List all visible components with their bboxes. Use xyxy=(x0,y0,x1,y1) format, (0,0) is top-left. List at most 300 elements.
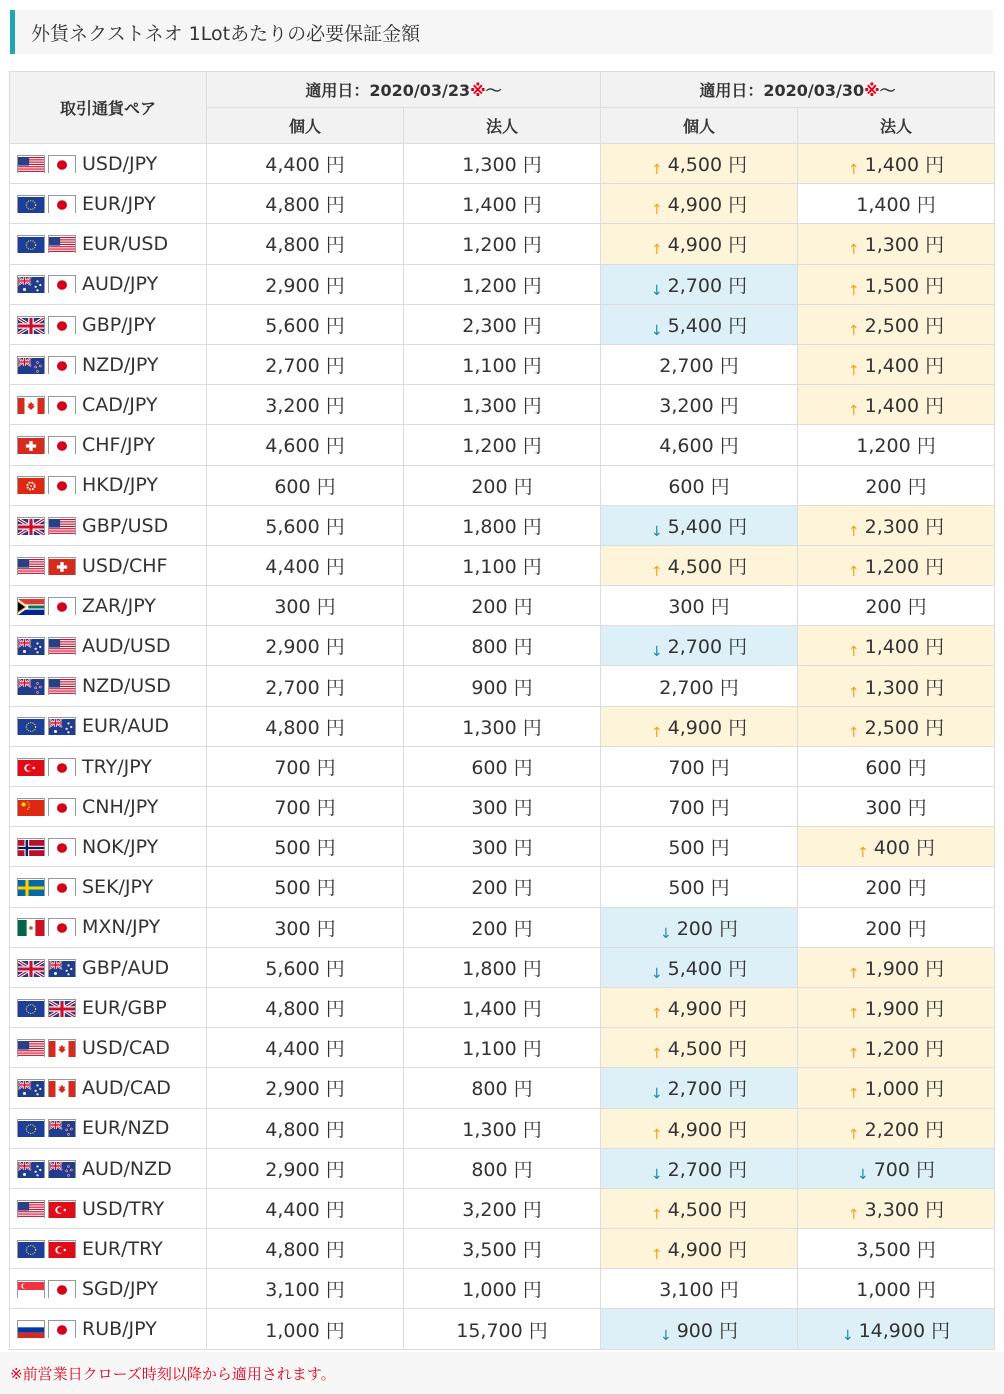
margin-cell: ↑ 4,500 円 xyxy=(601,1028,798,1068)
arrow-up-icon: ↑ xyxy=(650,202,663,219)
margin-cell: ↓ 2,700 円 xyxy=(601,1068,798,1108)
table-body xyxy=(10,144,995,1350)
flag-us-icon xyxy=(17,1200,45,1218)
pair-label: USD/CHF xyxy=(82,554,168,577)
pair-cell xyxy=(10,1028,207,1068)
flag-eu-icon xyxy=(17,235,45,253)
pair-label: TRY/JPY xyxy=(82,755,152,778)
arrow-down-icon: ↓ xyxy=(650,282,663,299)
margin-cell: 4,800 円 xyxy=(207,1229,404,1269)
margin-cell: 200 円 xyxy=(404,465,601,505)
flag-sg-icon xyxy=(17,1280,45,1298)
arrow-up-icon: ↑ xyxy=(847,282,860,299)
flag-us-icon xyxy=(17,557,45,575)
margin-cell: 500 円 xyxy=(601,827,798,867)
arrow-up-icon: ↑ xyxy=(650,724,663,741)
pair-label: EUR/NZD xyxy=(82,1117,170,1140)
table-row xyxy=(10,1188,995,1228)
margin-cell: ↑ 4,500 円 xyxy=(601,144,798,184)
pair-cell xyxy=(10,666,207,706)
table-row xyxy=(10,425,995,465)
arrow-up-icon: ↑ xyxy=(650,1247,663,1264)
margin-cell: 1,400 円 xyxy=(404,184,601,224)
margin-cell: ↓ 14,900 円 xyxy=(798,1309,995,1349)
flag-eu-icon xyxy=(17,1240,45,1258)
margin-cell: 800 円 xyxy=(404,1148,601,1188)
table-row xyxy=(10,626,995,666)
arrow-up-icon: ↑ xyxy=(847,1206,860,1223)
pair-cell xyxy=(10,184,207,224)
flag-ch-icon xyxy=(48,557,76,575)
pair-label: AUD/JPY xyxy=(82,273,159,296)
margin-cell: ↑ 1,200 円 xyxy=(798,1028,995,1068)
margin-cell: 3,100 円 xyxy=(207,1269,404,1309)
flag-gb-icon xyxy=(17,959,45,977)
pair-label: SGD/JPY xyxy=(82,1278,159,1301)
margin-cell: ↑ 2,200 円 xyxy=(798,1108,995,1148)
table-row xyxy=(10,907,995,947)
arrow-up-icon: ↑ xyxy=(650,563,663,580)
flag-au-icon xyxy=(17,637,45,655)
header-individual: 個人 xyxy=(207,108,404,144)
arrow-up-icon: ↑ xyxy=(650,162,663,179)
arrow-down-icon: ↓ xyxy=(650,523,663,540)
table-row xyxy=(10,184,995,224)
margin-cell: ↑ 4,500 円 xyxy=(601,545,798,585)
margin-cell: 3,500 円 xyxy=(798,1229,995,1269)
margin-cell: 1,400 円 xyxy=(404,987,601,1027)
pair-cell xyxy=(10,787,207,827)
pair-cell xyxy=(10,264,207,304)
arrow-up-icon: ↑ xyxy=(847,1006,860,1023)
pair-label: SEK/JPY xyxy=(82,876,154,899)
margin-cell: 700 円 xyxy=(601,746,798,786)
table-row xyxy=(10,1068,995,1108)
pair-cell xyxy=(10,144,207,184)
header-pair: 取引通貨ペア xyxy=(10,72,207,144)
flag-jp-icon xyxy=(48,275,76,293)
margin-cell: ↓ 900 円 xyxy=(601,1309,798,1349)
margin-cell: 1,200 円 xyxy=(798,425,995,465)
margin-cell: 500 円 xyxy=(601,867,798,907)
margin-cell: 2,700 円 xyxy=(601,666,798,706)
margin-cell: 2,300 円 xyxy=(404,304,601,344)
table-row xyxy=(10,344,995,384)
margin-cell: 3,200 円 xyxy=(404,1188,601,1228)
flag-cn-icon xyxy=(17,798,45,816)
header-period-2: 適用日：2020/03/30※〜 xyxy=(601,72,995,108)
table-row xyxy=(10,947,995,987)
pair-label: RUB/JPY xyxy=(82,1318,157,1341)
pair-cell xyxy=(10,1309,207,1349)
margin-cell: ↑ 1,000 円 xyxy=(798,1068,995,1108)
pair-cell xyxy=(10,947,207,987)
pair-cell xyxy=(10,706,207,746)
margin-cell: 1,100 円 xyxy=(404,545,601,585)
flag-nz-icon xyxy=(48,1119,76,1137)
margin-cell: ↑ 2,500 円 xyxy=(798,304,995,344)
margin-cell: 300 円 xyxy=(404,787,601,827)
flag-us-icon xyxy=(48,235,76,253)
pair-label: MXN/JPY xyxy=(82,916,161,939)
pair-label: USD/TRY xyxy=(82,1197,165,1220)
pair-cell xyxy=(10,304,207,344)
margin-cell: 500 円 xyxy=(207,827,404,867)
pair-label: EUR/AUD xyxy=(82,715,170,738)
flag-ca-icon xyxy=(48,1079,76,1097)
pair-cell xyxy=(10,465,207,505)
table-row xyxy=(10,1269,995,1309)
arrow-up-icon: ↑ xyxy=(650,1126,663,1143)
margin-cell: 3,100 円 xyxy=(601,1269,798,1309)
flag-no-icon xyxy=(17,838,45,856)
pair-label: NZD/USD xyxy=(82,675,171,698)
margin-cell: ↑ 4,900 円 xyxy=(601,1229,798,1269)
pair-label: ZAR/JPY xyxy=(82,594,156,617)
margin-cell: ↑ 4,900 円 xyxy=(601,706,798,746)
margin-cell: 4,800 円 xyxy=(207,706,404,746)
pair-cell xyxy=(10,746,207,786)
flag-eu-icon xyxy=(17,717,45,735)
pair-cell xyxy=(10,385,207,425)
table-row xyxy=(10,264,995,304)
margin-cell: 4,800 円 xyxy=(207,1108,404,1148)
arrow-down-icon: ↓ xyxy=(650,322,663,339)
margin-cell: 300 円 xyxy=(601,586,798,626)
margin-cell: 600 円 xyxy=(404,746,601,786)
margin-cell: 1,100 円 xyxy=(404,1028,601,1068)
margin-cell: 4,800 円 xyxy=(207,184,404,224)
pair-label: GBP/JPY xyxy=(82,313,156,336)
pair-label: EUR/GBP xyxy=(82,996,167,1019)
flag-gb-icon xyxy=(17,316,45,334)
arrow-up-icon: ↑ xyxy=(650,1046,663,1063)
pair-label: CHF/JPY xyxy=(82,434,156,457)
margin-cell: 2,900 円 xyxy=(207,626,404,666)
margin-cell: 300 円 xyxy=(798,787,995,827)
pair-label: AUD/NZD xyxy=(82,1157,172,1180)
margin-cell: ↑ 4,900 円 xyxy=(601,184,798,224)
pair-cell xyxy=(10,987,207,1027)
margin-cell: ↑ 4,900 円 xyxy=(601,987,798,1027)
flag-eu-icon xyxy=(17,999,45,1017)
header-corporate: 法人 xyxy=(404,108,601,144)
table-row xyxy=(10,1108,995,1148)
margin-cell: 1,100 円 xyxy=(404,344,601,384)
margin-cell: 600 円 xyxy=(798,746,995,786)
margin-cell: ↑ 1,400 円 xyxy=(798,385,995,425)
flag-us-icon xyxy=(48,637,76,655)
margin-cell: ↓ 5,400 円 xyxy=(601,947,798,987)
table-row xyxy=(10,545,995,585)
flag-se-icon xyxy=(17,878,45,896)
flag-jp-icon xyxy=(48,838,76,856)
margin-cell: ↓ 200 円 xyxy=(601,907,798,947)
flag-au-icon xyxy=(17,1160,45,1178)
arrow-up-icon: ↑ xyxy=(847,684,860,701)
margin-cell: ↑ 4,500 円 xyxy=(601,1188,798,1228)
margin-cell: 4,600 円 xyxy=(207,425,404,465)
pair-cell xyxy=(10,1188,207,1228)
margin-cell: ↑ 1,200 円 xyxy=(798,545,995,585)
header-individual: 個人 xyxy=(601,108,798,144)
flag-jp-icon xyxy=(48,758,76,776)
margin-cell: 1,300 円 xyxy=(404,1108,601,1148)
margin-cell: 4,400 円 xyxy=(207,1188,404,1228)
flag-us-icon xyxy=(17,155,45,173)
margin-cell: 200 円 xyxy=(404,867,601,907)
margin-cell: ↓ 2,700 円 xyxy=(601,1148,798,1188)
margin-cell: 1,000 円 xyxy=(207,1309,404,1349)
pair-label: AUD/USD xyxy=(82,635,171,658)
arrow-down-icon: ↓ xyxy=(659,1327,672,1344)
margin-cell: 4,600 円 xyxy=(601,425,798,465)
margin-cell: 1,400 円 xyxy=(798,184,995,224)
flag-tr-icon xyxy=(17,758,45,776)
flag-ru-icon xyxy=(17,1320,45,1338)
pair-label: NZD/JPY xyxy=(82,353,159,376)
arrow-up-icon: ↑ xyxy=(650,242,663,259)
arrow-down-icon: ↓ xyxy=(841,1327,854,1344)
table-row xyxy=(10,385,995,425)
pair-cell xyxy=(10,1068,207,1108)
pair-cell xyxy=(10,907,207,947)
pair-label: GBP/AUD xyxy=(82,956,170,979)
table-row xyxy=(10,224,995,264)
arrow-up-icon: ↑ xyxy=(847,644,860,661)
flag-jp-icon xyxy=(48,798,76,816)
arrow-up-icon: ↑ xyxy=(847,724,860,741)
margin-cell: 1,300 円 xyxy=(404,706,601,746)
pair-label: EUR/TRY xyxy=(82,1237,163,1260)
table-row xyxy=(10,1229,995,1269)
flag-ca-icon xyxy=(17,396,45,414)
margin-cell: ↑ 1,500 円 xyxy=(798,264,995,304)
margin-cell: 1,800 円 xyxy=(404,947,601,987)
pair-label: USD/CAD xyxy=(82,1036,170,1059)
arrow-up-icon: ↑ xyxy=(847,1086,860,1103)
margin-cell: 1,300 円 xyxy=(404,385,601,425)
margin-cell: 4,400 円 xyxy=(207,545,404,585)
table-row xyxy=(10,505,995,545)
margin-cell: 5,600 円 xyxy=(207,505,404,545)
pair-cell xyxy=(10,1229,207,1269)
flag-eu-icon xyxy=(17,195,45,213)
margin-cell: ↑ 1,400 円 xyxy=(798,344,995,384)
margin-cell: 1,200 円 xyxy=(404,264,601,304)
flag-au-icon xyxy=(17,1079,45,1097)
margin-cell: 5,600 円 xyxy=(207,947,404,987)
pair-cell xyxy=(10,586,207,626)
margin-cell: 2,700 円 xyxy=(207,666,404,706)
margin-cell: 3,500 円 xyxy=(404,1229,601,1269)
flag-jp-icon xyxy=(48,356,76,374)
margin-cell: 2,900 円 xyxy=(207,1148,404,1188)
flag-jp-icon xyxy=(48,396,76,414)
pair-cell xyxy=(10,344,207,384)
flag-ch-icon xyxy=(17,436,45,454)
flag-jp-icon xyxy=(48,918,76,936)
margin-cell: 700 円 xyxy=(601,787,798,827)
flag-mx-icon xyxy=(17,918,45,936)
margin-cell: 700 円 xyxy=(207,787,404,827)
header-period-1: 適用日：2020/03/23※〜 xyxy=(207,72,601,108)
margin-cell: 300 円 xyxy=(404,827,601,867)
arrow-up-icon: ↑ xyxy=(856,845,869,862)
arrow-down-icon: ↓ xyxy=(650,1086,663,1103)
margin-cell: 500 円 xyxy=(207,867,404,907)
table-row xyxy=(10,827,995,867)
pair-cell xyxy=(10,224,207,264)
arrow-up-icon: ↑ xyxy=(847,965,860,982)
flag-gb-icon xyxy=(48,999,76,1017)
arrow-up-icon: ↑ xyxy=(847,162,860,179)
margin-cell: 4,800 円 xyxy=(207,987,404,1027)
arrow-up-icon: ↑ xyxy=(847,563,860,580)
flag-jp-icon xyxy=(48,155,76,173)
margin-cell: 5,600 円 xyxy=(207,304,404,344)
flag-nz-icon xyxy=(17,356,45,374)
pair-cell xyxy=(10,1148,207,1188)
margin-cell: ↑ 4,900 円 xyxy=(601,1108,798,1148)
margin-table xyxy=(9,71,995,1350)
margin-cell: ↑ 2,500 円 xyxy=(798,706,995,746)
flag-ca-icon xyxy=(48,1039,76,1057)
arrow-down-icon: ↓ xyxy=(856,1166,869,1183)
table-row xyxy=(10,787,995,827)
margin-cell: 200 円 xyxy=(798,586,995,626)
pair-cell xyxy=(10,1108,207,1148)
flag-tr-icon xyxy=(48,1240,76,1258)
table-row xyxy=(10,746,995,786)
arrow-down-icon: ↓ xyxy=(650,965,663,982)
margin-cell: 1,300 円 xyxy=(404,144,601,184)
margin-cell: 600 円 xyxy=(207,465,404,505)
page-title: 外貨ネクストネオ 1Lotあたりの必要保証金額 xyxy=(10,10,993,54)
margin-cell: 200 円 xyxy=(404,586,601,626)
pair-cell xyxy=(10,505,207,545)
flag-jp-icon xyxy=(48,1320,76,1338)
margin-cell: ↑ 1,400 円 xyxy=(798,144,995,184)
margin-cell: 600 円 xyxy=(601,465,798,505)
margin-cell: ↑ 1,300 円 xyxy=(798,224,995,264)
flag-au-icon xyxy=(17,275,45,293)
pair-label: EUR/USD xyxy=(82,233,169,256)
flag-jp-icon xyxy=(48,436,76,454)
flag-jp-icon xyxy=(48,316,76,334)
margin-cell: 800 円 xyxy=(404,626,601,666)
margin-cell: ↑ 1,900 円 xyxy=(798,947,995,987)
flag-jp-icon xyxy=(48,476,76,494)
margin-cell: ↓ 700 円 xyxy=(798,1148,995,1188)
flag-eu-icon xyxy=(17,1119,45,1137)
footnote: ※前営業日クローズ時刻以降から適用されます。 xyxy=(0,1352,1004,1394)
margin-cell: 2,900 円 xyxy=(207,1068,404,1108)
flag-jp-icon xyxy=(48,597,76,615)
margin-cell: 2,700 円 xyxy=(601,344,798,384)
margin-cell: 4,400 円 xyxy=(207,1028,404,1068)
table-row xyxy=(10,465,995,505)
margin-cell: 1,000 円 xyxy=(404,1269,601,1309)
table-row xyxy=(10,1309,995,1349)
table-row xyxy=(10,666,995,706)
pair-label: AUD/CAD xyxy=(82,1077,171,1100)
flag-us-icon xyxy=(48,517,76,535)
pair-label: NOK/JPY xyxy=(82,836,159,859)
arrow-up-icon: ↑ xyxy=(847,322,860,339)
pair-label: HKD/JPY xyxy=(82,474,159,497)
table-row xyxy=(10,586,995,626)
flag-au-icon xyxy=(48,717,76,735)
table-row xyxy=(10,144,995,184)
pair-label: CNH/JPY xyxy=(82,795,159,818)
arrow-up-icon: ↑ xyxy=(650,1206,663,1223)
arrow-up-icon: ↑ xyxy=(650,1006,663,1023)
table-row xyxy=(10,706,995,746)
margin-cell: 200 円 xyxy=(798,907,995,947)
margin-cell: ↑ 2,300 円 xyxy=(798,505,995,545)
margin-cell: ↓ 5,400 円 xyxy=(601,505,798,545)
arrow-up-icon: ↑ xyxy=(847,363,860,380)
margin-cell: 1,000 円 xyxy=(798,1269,995,1309)
margin-cell: 3,200 円 xyxy=(207,385,404,425)
margin-cell: 700 円 xyxy=(207,746,404,786)
table-row xyxy=(10,1148,995,1188)
arrow-down-icon: ↓ xyxy=(650,1166,663,1183)
margin-cell: 200 円 xyxy=(798,867,995,907)
pair-cell xyxy=(10,867,207,907)
margin-cell: 900 円 xyxy=(404,666,601,706)
margin-cell: 1,200 円 xyxy=(404,224,601,264)
flag-hk-icon xyxy=(17,476,45,494)
pair-cell xyxy=(10,425,207,465)
flag-tr-icon xyxy=(48,1200,76,1218)
margin-cell: 1,800 円 xyxy=(404,505,601,545)
header-corporate: 法人 xyxy=(798,108,995,144)
margin-cell: ↓ 2,700 円 xyxy=(601,264,798,304)
margin-cell: ↑ 1,300 円 xyxy=(798,666,995,706)
margin-cell: 2,900 円 xyxy=(207,264,404,304)
flag-au-icon xyxy=(48,959,76,977)
flag-us-icon xyxy=(48,677,76,695)
arrow-down-icon: ↓ xyxy=(650,644,663,661)
table-row xyxy=(10,1028,995,1068)
arrow-up-icon: ↑ xyxy=(847,403,860,420)
margin-cell: ↑ 1,400 円 xyxy=(798,626,995,666)
margin-cell: ↑ 4,900 円 xyxy=(601,224,798,264)
flag-jp-icon xyxy=(48,195,76,213)
pair-cell xyxy=(10,827,207,867)
pair-label: USD/JPY xyxy=(82,152,158,175)
flag-nz-icon xyxy=(17,677,45,695)
pair-label: EUR/JPY xyxy=(82,193,156,216)
margin-cell: 4,400 円 xyxy=(207,144,404,184)
margin-cell: ↑ 1,900 円 xyxy=(798,987,995,1027)
table-row xyxy=(10,987,995,1027)
margin-cell: 15,700 円 xyxy=(404,1309,601,1349)
margin-cell: ↓ 5,400 円 xyxy=(601,304,798,344)
table-row xyxy=(10,304,995,344)
margin-cell: 3,200 円 xyxy=(601,385,798,425)
flag-jp-icon xyxy=(48,1280,76,1298)
table-row xyxy=(10,867,995,907)
margin-cell: 1,200 円 xyxy=(404,425,601,465)
flag-za-icon xyxy=(17,597,45,615)
margin-cell: ↑ 400 円 xyxy=(798,827,995,867)
margin-cell: ↓ 2,700 円 xyxy=(601,626,798,666)
margin-cell: 200 円 xyxy=(404,907,601,947)
pair-label: GBP/USD xyxy=(82,514,169,537)
